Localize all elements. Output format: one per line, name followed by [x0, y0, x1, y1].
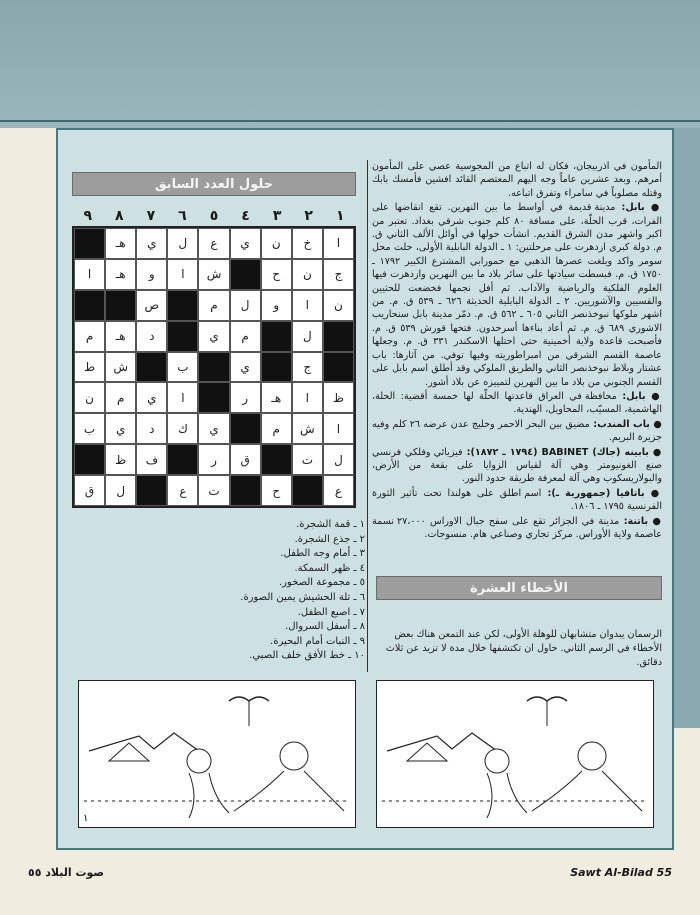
grid-cell: خ	[292, 228, 323, 259]
grid-black-cell	[323, 321, 354, 352]
grid-black-cell	[230, 413, 261, 444]
article-entry	[372, 418, 662, 445]
cartoon-left-illustration	[79, 681, 354, 826]
cartoon-right-illustration	[377, 681, 652, 826]
grid-cell: ت	[198, 475, 229, 506]
grid-black-cell	[136, 475, 167, 506]
grid-black-cell	[105, 290, 136, 321]
article-entry	[372, 515, 662, 542]
entry-term: ● بابل:	[616, 390, 662, 402]
grid-cell: ج	[323, 259, 354, 290]
grid-cell: ع	[198, 228, 229, 259]
grid-cell: ن	[323, 290, 354, 321]
entry-text: مضيق بين البحر الاحمر وخليج عدن عرضه ٢٦ كلم وفيه جزيرة البريم.	[372, 418, 662, 444]
grid-cell: ا	[167, 259, 198, 290]
crossword-column-numbers	[72, 208, 356, 226]
entry-term: ● باب المندب:	[589, 418, 662, 430]
column-number: ٩	[83, 208, 92, 224]
grid-cell: د	[136, 321, 167, 352]
grid-cell: ا	[167, 382, 198, 413]
crossword-clues	[175, 518, 365, 664]
grid-black-cell	[198, 382, 229, 413]
grid-cell: ل	[105, 475, 136, 506]
clue-item: ٥ ـ مجموعة الصخور.	[278, 577, 365, 589]
grid-cell: هـ	[261, 382, 292, 413]
footer-arabic-title: صوت البلاد ٥٥	[28, 866, 105, 879]
grid-black-cell	[167, 290, 198, 321]
entry-term: ● باتنة:	[619, 515, 662, 527]
grid-cell: ع	[323, 475, 354, 506]
grid-cell: ر	[230, 382, 261, 413]
grid-cell: ي	[136, 382, 167, 413]
column-number: ٦	[178, 208, 187, 224]
grid-cell: ش	[292, 413, 323, 444]
grid-black-cell	[198, 352, 229, 383]
grid-cell: ب	[74, 413, 105, 444]
column-number: ١	[335, 208, 345, 224]
article-entry	[372, 390, 662, 417]
grid-cell: ل	[230, 290, 261, 321]
grid-cell: ي	[136, 228, 167, 259]
grid-cell: ح	[261, 475, 292, 506]
grid-cell: ل	[167, 228, 198, 259]
grid-black-cell	[323, 352, 354, 383]
spot-difference-instructions: الرسمان يبدوان متشابهان للوهلة الأولى، لكن عند التمعن هناك بعض الأخطاء في الرسم الثاني. حاول ان تكتشفها خلال مدة لا تزيد عن ثلاث دقائق.	[385, 629, 662, 668]
grid-cell: ج	[292, 352, 323, 383]
grid-cell: ك	[167, 413, 198, 444]
article-entry	[372, 446, 662, 486]
article-entry	[372, 201, 662, 389]
cartoon-right	[376, 680, 654, 828]
footer-latin-title: Sawt Al-Bilad 55	[570, 866, 672, 879]
grid-cell: هـ	[105, 228, 136, 259]
grid-cell: ت	[292, 444, 323, 475]
grid-cell: هـ	[105, 259, 136, 290]
clue-item: ٢ ـ جذع الشجرة.	[294, 533, 365, 545]
grid-cell: ا	[74, 259, 105, 290]
grid-cell: ا	[292, 290, 323, 321]
grid-black-cell	[167, 444, 198, 475]
crossword-title: حلول العدد السابق	[72, 172, 356, 196]
grid-cell: ظ	[323, 382, 354, 413]
spot-difference-title: الأخطاء العشرة	[376, 576, 662, 600]
entry-text: مدينة قديمة في أواسط ما بين النهرين. تقع انقاضها على الفرات، قرب الحلّة، على مسافة ٨٠ كلم جنوب شرقي بغداد. تعتبر من اكبر واشهر مدن الشرق القديم. انشأت حولها في أوائل الألف الثاني ق. م. دولة كبرى ازدهرت على مرحلتين: ١ ـ الدولة البابلية الأولى، حلت محل سومر واكد وبلغت عصرها الذهبي مع حمورابي المشترع الكبير ١٧٩٢ ـ ١٧٥٠ ق. م. فبسطت سيادتها على سائر بلاد ما بين النهرين وازدهرت فيها العلوم الفلكية والرياضية والآداب. ثم أفل نجمها فخضعت للحثيين والقسيين والآشوريين. ٢ ـ الدولة البابلية الحديثة ٦٢٦ ـ ٥٣٩ ق. م. من اشهر ملوكها نبوخذنصر الثاني ٦٠٥ ـ ٥٦٢ ق. م. دمّر مدينة بابل سنحاريب الاشوري ٦٨٩ ق. م. ثم أعاد بناءها أسرحدون. فتحها قورش ٥٣٩ ق. م. فأصبحت قاعدة ولاية أخمينية حتى احتلها الاسكندر ٣٣١ ق. م. وجعلها عاصمة القسم الشرقي من امبراطوريته وفيها توفي. من آثارها: باب عشتار وبلاط نبوخذنصر الثاني والطريق الملوكي وقد أطلق اسم بابل على القسم الجنوبي من بلاد ما بين النهرين لتمييزه عن بلاد أشور.	[372, 202, 663, 388]
column-divider	[367, 160, 368, 672]
right-side-band	[672, 128, 700, 728]
clue-item: ١٠ ـ خط الأفق خلف الصبي.	[249, 650, 365, 662]
grid-cell: ش	[198, 259, 229, 290]
clue-item: ٩ ـ النبات أمام البحيرة.	[270, 635, 365, 647]
top-rule	[0, 120, 700, 122]
grid-cell: ح	[261, 259, 292, 290]
cartoon-left-label: ١	[83, 813, 89, 824]
grid-cell: م	[198, 290, 229, 321]
column-number: ٤	[241, 208, 250, 224]
crossword-grid	[72, 226, 356, 508]
entry-text: اسم اطلق على هولندا تحت تأثير الثورة الفرنسية ١٧٩٥ ـ ١٨٠٦.	[372, 487, 662, 513]
grid-cell: ط	[74, 352, 105, 383]
grid-cell: ق	[230, 444, 261, 475]
entry-text: مدينة في الجزائر تقع على سفح جبال الاوراس ٢٧،٠٠٠ نسمة عاصمة ولاية الأوراس. مركز تجاري وصناعي هام. منسوجات.	[372, 515, 662, 540]
grid-cell: م	[74, 321, 105, 352]
column-number: ٥	[209, 208, 219, 224]
clue-item: ٣ ـ أمام وجه الطفل.	[280, 548, 365, 560]
entry-term: ● باتافيا (جمهورية ـ):	[541, 487, 662, 499]
grid-black-cell	[167, 321, 198, 352]
grid-cell: ر	[198, 444, 229, 475]
grid-cell: ي	[198, 321, 229, 352]
grid-black-cell	[74, 444, 105, 475]
grid-cell: ا	[323, 413, 354, 444]
grid-cell: و	[136, 259, 167, 290]
grid-cell: ب	[167, 352, 198, 383]
grid-black-cell	[136, 352, 167, 383]
top-background-band	[0, 0, 700, 128]
clue-item: ٦ ـ تلة الحشيش يمين الصورة.	[240, 591, 365, 603]
entry-term: ● بابل:	[615, 202, 662, 214]
grid-cell: ن	[292, 259, 323, 290]
grid-cell: ل	[292, 321, 323, 352]
grid-cell: م	[261, 413, 292, 444]
grid-cell: ن	[261, 228, 292, 259]
grid-cell: و	[261, 290, 292, 321]
clue-item: ١ ـ قمة الشجرة.	[296, 519, 365, 530]
clue-item: ٤ ـ ظهر السمكة.	[294, 562, 365, 574]
grid-cell: ل	[323, 444, 354, 475]
encyclopedia-article	[372, 160, 662, 542]
column-number: ٣	[272, 208, 282, 224]
grid-cell: ص	[136, 290, 167, 321]
entry-text: فيزيائي وفلكي فرنسي صنع الغونيومتر وهي آلة لقياس الزوايا على بقعة من الأرض، والبولاريسكوب وهي آلة لمعرفة طريقة حدود النور.	[372, 446, 662, 485]
article-entry	[372, 487, 662, 514]
grid-black-cell	[74, 228, 105, 259]
grid-cell: ن	[74, 382, 105, 413]
clue-item: ٨ ـ أسفل السروال.	[285, 621, 365, 633]
grid-black-cell	[261, 321, 292, 352]
column-number: ٨	[115, 208, 124, 224]
cartoon-left	[78, 680, 356, 828]
grid-black-cell	[292, 475, 323, 506]
column-number: ٧	[146, 208, 156, 224]
clue-item: ٧ ـ اصبع الطفل.	[297, 606, 365, 618]
column-number: ٢	[304, 208, 313, 224]
entry-text: محافظة في العراق قاعدتها الحلّة لها خمسة أقضية: الحلة، الهاشمية، المسيّب، المحاويل، الهندية.	[372, 390, 662, 416]
grid-black-cell	[261, 352, 292, 383]
grid-cell: ف	[136, 444, 167, 475]
grid-cell: ا	[292, 382, 323, 413]
grid-cell: ي	[198, 413, 229, 444]
grid-black-cell	[74, 290, 105, 321]
grid-cell: ي	[230, 352, 261, 383]
grid-cell: ق	[74, 475, 105, 506]
grid-black-cell	[230, 259, 261, 290]
grid-cell: ظ	[105, 444, 136, 475]
grid-black-cell	[261, 444, 292, 475]
grid-cell: د	[136, 413, 167, 444]
grid-cell: م	[230, 321, 261, 352]
entry-term: ● بابينه (جاك) BABINET (١٧٩٤ ـ ١٨٧٢):	[462, 446, 662, 458]
article-intro: المأمون في اذربيجان، فكان له اتباع من المجوسية عصي على المأمون أمرهم. وبعد عشرين عاماً وجه اليهم المعتصم القائد افشين فأمسك بابك وقتله مصلوباً في سامراء وتفرق اتباعه.	[372, 161, 662, 199]
grid-cell: ي	[230, 228, 261, 259]
grid-cell: هـ	[105, 321, 136, 352]
grid-cell: ا	[323, 228, 354, 259]
grid-cell: م	[105, 382, 136, 413]
grid-cell: ع	[167, 475, 198, 506]
grid-cell: ش	[105, 352, 136, 383]
grid-cell: ي	[105, 413, 136, 444]
grid-black-cell	[230, 475, 261, 506]
